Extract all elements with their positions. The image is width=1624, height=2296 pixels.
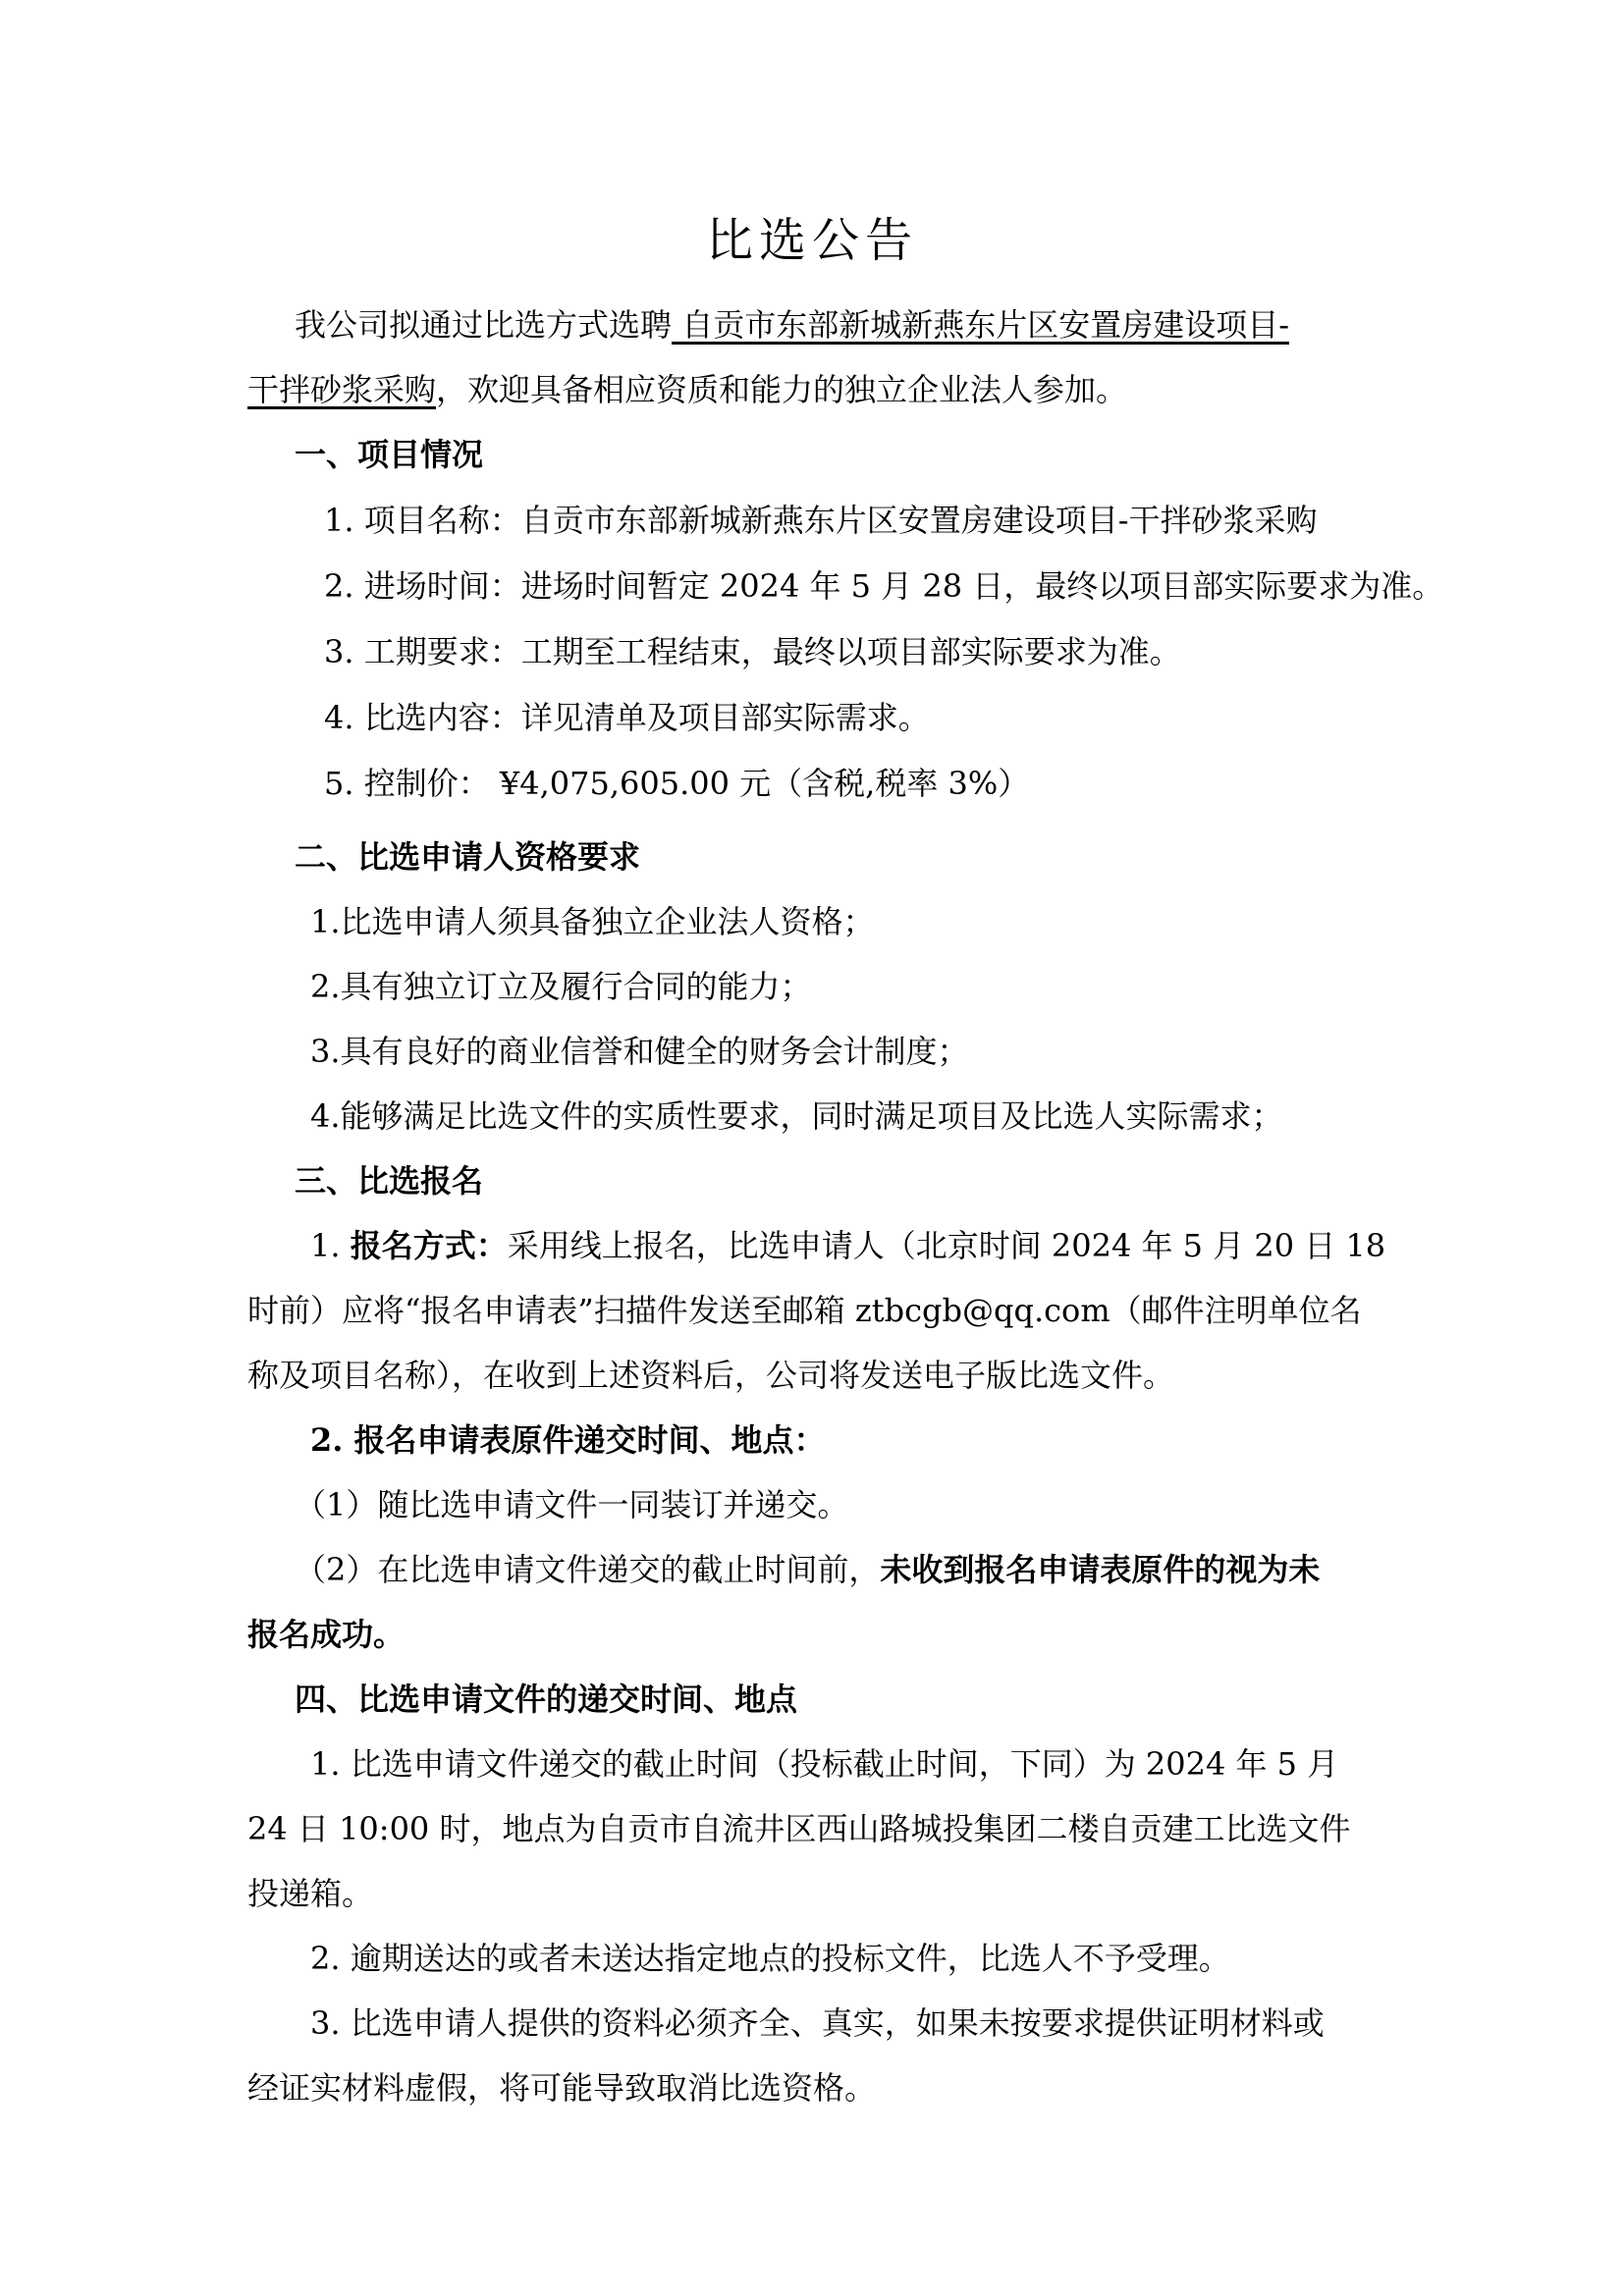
section3-item2-sub1: （1）随比选申请文件一同装订并递交。: [295, 1486, 849, 1523]
section2-item-2: 2.具有独立订立及履行合同的能力；: [310, 968, 812, 1005]
section1-item-1: 1. 项目名称：自贡市东部新城新燕东片区安置房建设项目-干拌砂浆采购: [324, 502, 1318, 539]
section1-item-3: 3. 工期要求：工期至工程结束，最终以项目部实际要求为准。: [324, 633, 1181, 670]
section3-item1-line3: 称及项目名称），在收到上述资料后，公司将发送电子版比选文件。: [247, 1357, 1175, 1394]
document-title: 比选公告: [705, 213, 918, 268]
section3-item2-sub2-emphasis: 未收到报名申请表原件的视为未: [880, 1551, 1321, 1588]
section1-item-5: 5. 控制价： ¥4,075,605.00 元（含税,税率 3%）: [324, 765, 1030, 802]
section4-item1-line2: 24 日 10:00 时，地点为自贡市自流井区西山路城投集团二楼自贡建工比选文件: [247, 1810, 1351, 1847]
intro-line-2: [247, 357, 1386, 422]
section4-item3-line1: 3. 比选申请人提供的资料必须齐全、真实，如果未按要求提供证明材料或: [310, 2004, 1325, 2042]
section4-item1-line3: 投递箱。: [247, 1875, 374, 1912]
intro-line-1: [295, 293, 1386, 357]
intro-suffix: ，欢迎具备相应资质和能力的独立企业法人参加。: [436, 371, 1128, 408]
section3-item2-sub2-line2: 报名成功。: [247, 1616, 406, 1653]
section1-item-4: 4. 比选内容：详见清单及项目部实际需求。: [324, 699, 930, 736]
section2-item-4: 4.能够满足比选文件的实质性要求，同时满足项目及比选人实际需求；: [310, 1097, 1283, 1135]
section3-item1-number: 1.: [310, 1227, 351, 1264]
section2-item-3: 3.具有良好的商业信誉和健全的财务会计制度；: [310, 1033, 969, 1070]
section3-item2-sub2-text: （2）在比选申请文件递交的截止时间前，: [295, 1551, 881, 1588]
section2-item-1: 1.比选申请人须具备独立企业法人资格；: [310, 903, 875, 940]
section3-item1-line1: [310, 1213, 1386, 1278]
section3-item1-label: 报名方式：: [350, 1227, 508, 1264]
section3-item2-sub2-line1: [295, 1537, 1386, 1602]
intro-prefix: 我公司拟通过比选方式选聘: [295, 306, 673, 344]
section2-heading: 二、比选申请人资格要求: [295, 838, 641, 876]
section1-heading: 一、项目情况: [295, 436, 484, 473]
section3-item1-line2: 时前）应将“报名申请表”扫描件发送至邮箱 ztbcgb@qq.com（邮件注明单位名: [247, 1292, 1362, 1329]
section3-item2-heading: 2. 报名申请表原件递交时间、地点：: [310, 1421, 826, 1459]
section4-item2: 2. 逾期送达的或者未送达指定地点的投标文件，比选人不予受理。: [310, 1940, 1230, 1977]
intro-project-name-part1: 自贡市东部新城新燕东片区安置房建设项目-: [672, 306, 1290, 344]
section1-item-2: 2. 进场时间：进场时间暂定 2024 年 5 月 28 日，最终以项目部实际要求为准。: [324, 567, 1444, 605]
intro-project-name-part2: 干拌砂浆采购: [247, 371, 437, 408]
section3-item1-text: 采用线上报名，比选申请人（北京时间 2024 年 5 月 20 日 18: [507, 1227, 1386, 1264]
section3-heading: 三、比选报名: [295, 1162, 484, 1200]
section4-item1-line1: 1. 比选申请文件递交的截止时间（投标截止时间，下同）为 2024 年 5 月: [310, 1745, 1339, 1783]
section4-heading: 四、比选申请文件的递交时间、地点: [295, 1681, 798, 1718]
section4-item3-line2: 经证实材料虚假，将可能导致取消比选资格。: [247, 2069, 877, 2107]
